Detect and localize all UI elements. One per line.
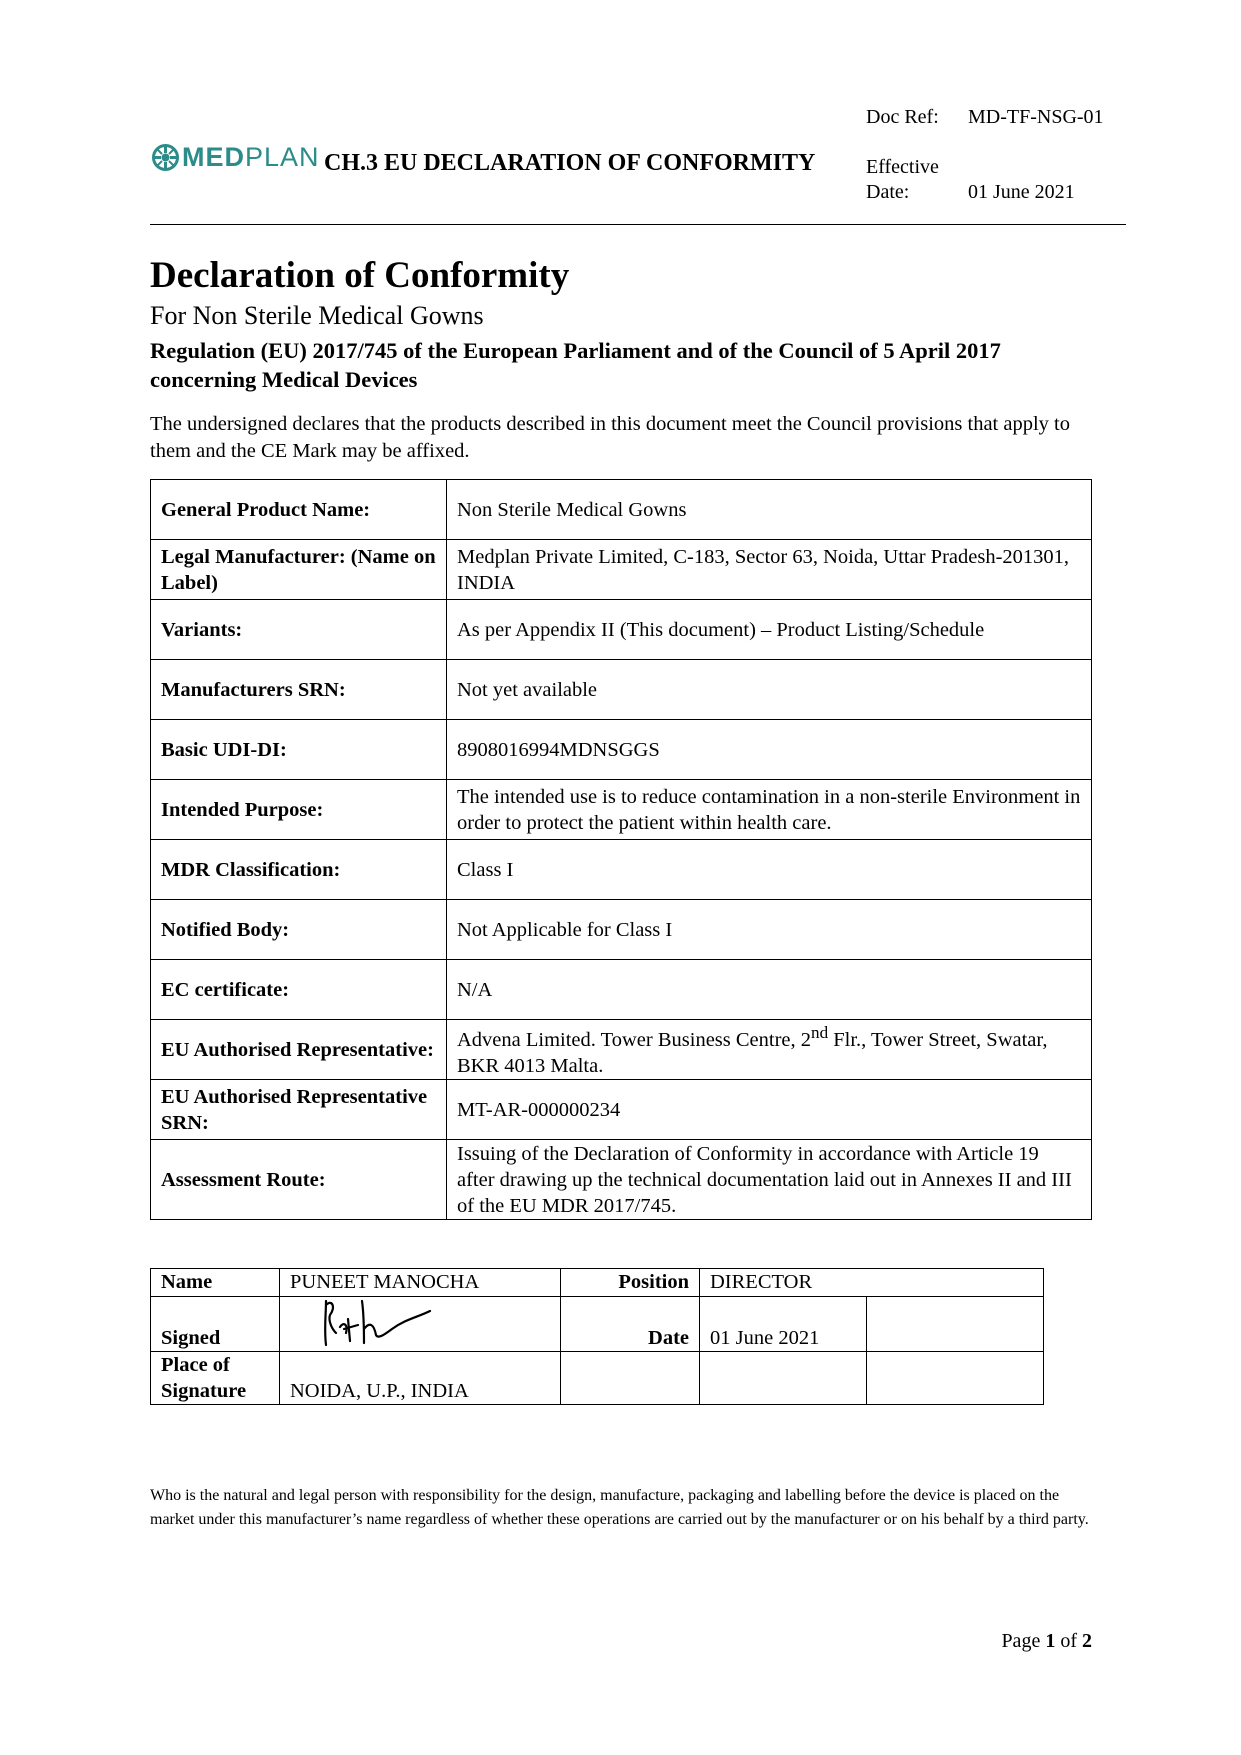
document-title: Declaration of Conformity bbox=[150, 255, 570, 296]
row-label: General Product Name: bbox=[151, 480, 447, 540]
row-value: N/A bbox=[447, 960, 1092, 1020]
row-label: Assessment Route: bbox=[151, 1140, 447, 1220]
row-value: Class I bbox=[447, 840, 1092, 900]
table-row bbox=[151, 720, 1092, 780]
row-value: 8908016994MDNSGGS bbox=[447, 720, 1092, 780]
header-divider bbox=[150, 224, 1126, 225]
table-row bbox=[151, 780, 1092, 840]
signature-cell bbox=[280, 1297, 561, 1352]
header-title: CH.3 EU DECLARATION OF CONFORMITY bbox=[324, 150, 816, 176]
handwritten-signature bbox=[318, 1295, 448, 1351]
empty-cell bbox=[561, 1352, 700, 1405]
table-row bbox=[151, 1080, 1092, 1140]
table-row bbox=[151, 540, 1092, 600]
row-value: MT-AR-000000234 bbox=[447, 1080, 1092, 1140]
row-label: Variants: bbox=[151, 600, 447, 660]
row-label: Notified Body: bbox=[151, 900, 447, 960]
table-row bbox=[151, 900, 1092, 960]
empty-cell bbox=[867, 1352, 1044, 1405]
row-value: Issuing of the Declaration of Conformity in accordance with Article 19 after drawing up the technical documentation laid out in Annexes II and III of the EU MDR 2017/745. bbox=[447, 1140, 1092, 1220]
date-value: 01 June 2021 bbox=[700, 1297, 867, 1352]
row-value: As per Appendix II (This document) – Product Listing/Schedule bbox=[447, 600, 1092, 660]
table-row bbox=[151, 1020, 1092, 1080]
row-label: Manufacturers SRN: bbox=[151, 660, 447, 720]
medplan-logo bbox=[152, 142, 320, 172]
row-label: Intended Purpose: bbox=[151, 780, 447, 840]
row-value: Medplan Private Limited, C-183, Sector 63, Noida, Uttar Pradesh-201301, INDIA bbox=[447, 540, 1092, 600]
signature-table bbox=[150, 1268, 1044, 1405]
intro-paragraph: The undersigned declares that the products described in this document meet the Council provisions that apply to them and the CE Mark may be affixed. bbox=[150, 413, 1070, 462]
doc-ref-value: MD-TF-NSG-01 bbox=[968, 106, 1104, 128]
row-value: Not Applicable for Class I bbox=[447, 900, 1092, 960]
row-label: Legal Manufacturer: (Name on Label) bbox=[151, 540, 447, 600]
page-number: Page 1 of 2 bbox=[1001, 1630, 1092, 1652]
product-info-table bbox=[150, 479, 1092, 1220]
row-label: EU Authorised Representative: bbox=[151, 1020, 447, 1080]
row-value: Not yet available bbox=[447, 660, 1092, 720]
table-row bbox=[151, 600, 1092, 660]
name-label: Name bbox=[151, 1269, 280, 1297]
logo-text: MEDPLAN bbox=[182, 142, 320, 172]
row-label: EU Authorised Representative SRN: bbox=[151, 1080, 447, 1140]
effective-date-value: 01 June 2021 bbox=[968, 181, 1075, 203]
empty-cell bbox=[700, 1352, 867, 1405]
document-subtitle: For Non Sterile Medical Gowns bbox=[150, 301, 484, 330]
row-label: EC certificate: bbox=[151, 960, 447, 1020]
name-value: PUNEET MANOCHA bbox=[280, 1269, 561, 1297]
place-value: NOIDA, U.P., INDIA bbox=[280, 1352, 561, 1405]
position-label: Position bbox=[561, 1269, 700, 1297]
medplan-logo-icon bbox=[152, 144, 179, 171]
row-label: Basic UDI-DI: bbox=[151, 720, 447, 780]
doc-ref bbox=[866, 106, 1104, 129]
regulation-reference: Regulation (EU) 2017/745 of the European Parliament and of the Council of 5 April 2017 concerning Medical Devices bbox=[150, 338, 1001, 392]
empty-cell bbox=[867, 1297, 1044, 1352]
table-row bbox=[151, 840, 1092, 900]
row-label: MDR Classification: bbox=[151, 840, 447, 900]
signed-label: Signed bbox=[151, 1297, 280, 1352]
footnote: Who is the natural and legal person with responsibility for the design, manufacture, packaging and labelling before the device is placed on the market under this manufacturer’s name regardless of whether these operations are carried out by the manufacturer or on his behalf by a third party. bbox=[150, 1487, 1089, 1528]
table-row bbox=[151, 660, 1092, 720]
table-row bbox=[151, 1140, 1092, 1220]
place-label: Place of Signature bbox=[151, 1352, 280, 1405]
row-value: The intended use is to reduce contamination in a non-sterile Environment in order to protect the patient within health care. bbox=[447, 780, 1092, 840]
row-value: Advena Limited. Tower Business Centre, 2nd Flr., Tower Street, Swatar, BKR 4013 Malta. bbox=[447, 1020, 1092, 1080]
doc-ref-label: Doc Ref: bbox=[866, 106, 939, 128]
table-row bbox=[151, 480, 1092, 540]
position-value: DIRECTOR bbox=[700, 1269, 1044, 1297]
date-label: Date bbox=[561, 1297, 700, 1352]
effective-date-block bbox=[866, 155, 1075, 205]
effective-date-label: Effective Date: bbox=[866, 156, 939, 203]
table-row bbox=[151, 960, 1092, 1020]
row-value: Non Sterile Medical Gowns bbox=[447, 480, 1092, 540]
